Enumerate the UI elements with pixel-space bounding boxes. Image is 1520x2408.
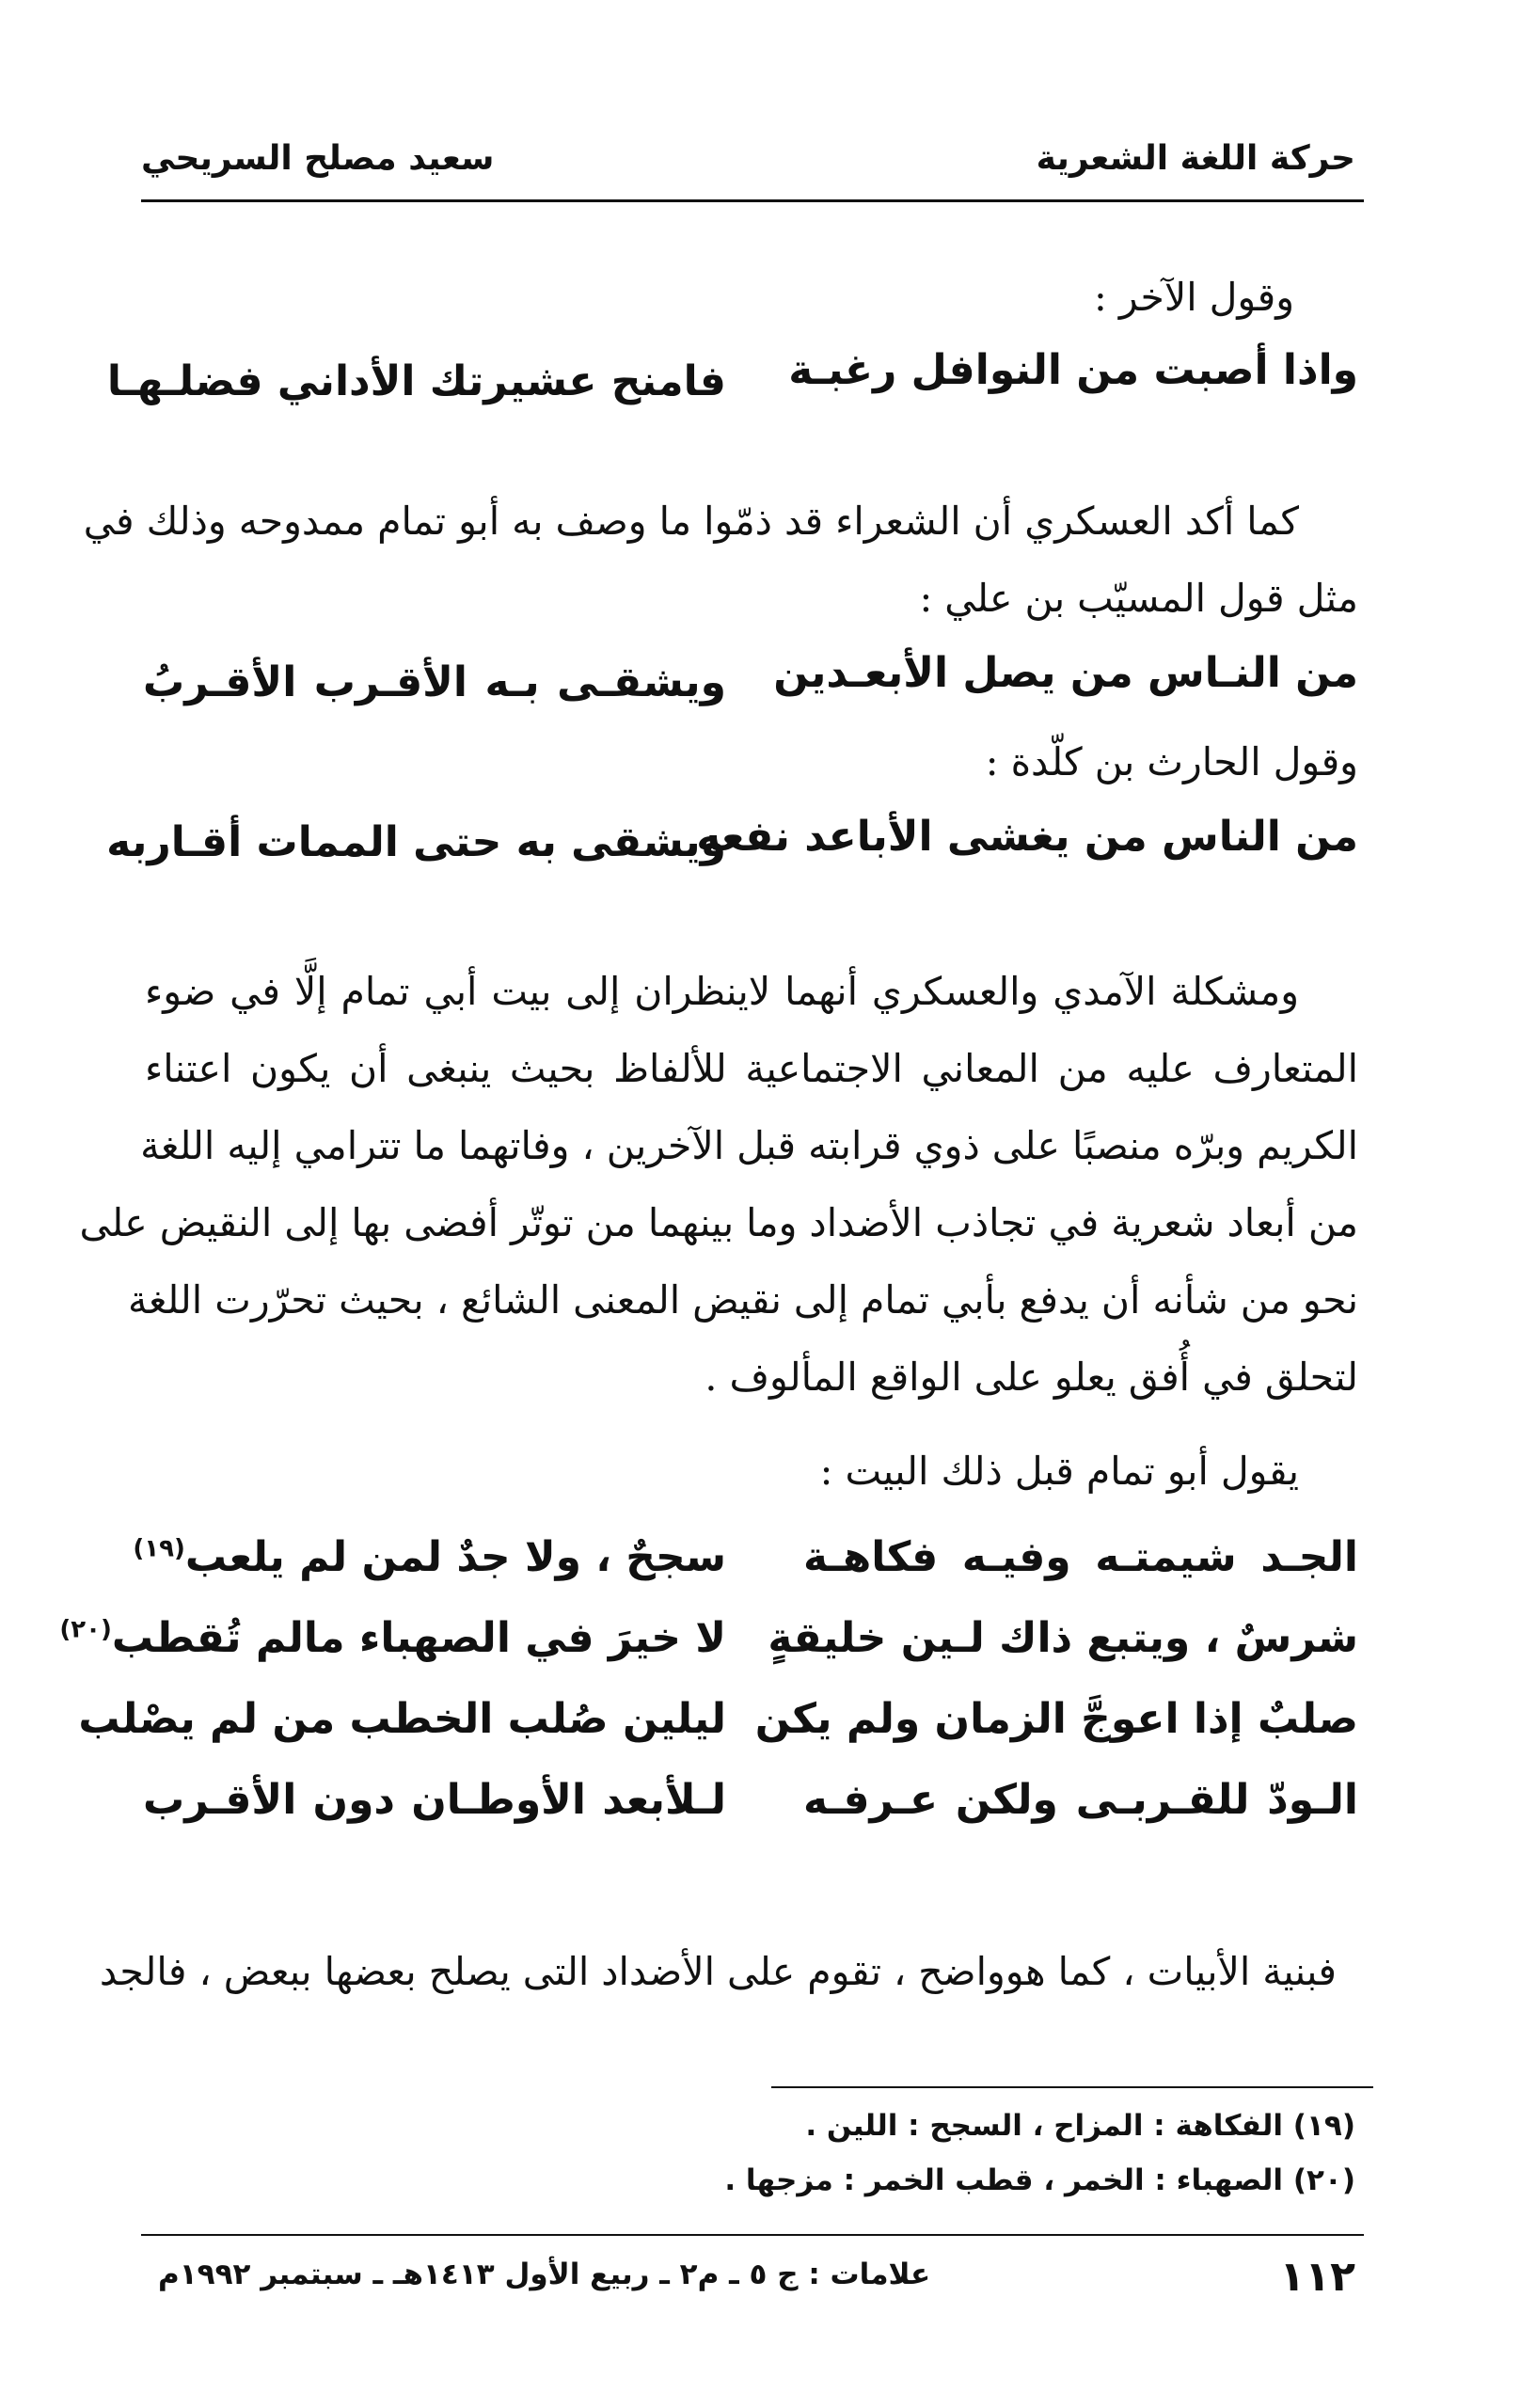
body-line: من أبعاد شعرية في تجاذب الأضداد وما بينهما من توتّر أفضى بها إلى النقيض على: [79, 1200, 1358, 1245]
body-line: لتحلق في أُفق يعلو على الواقع المألوف .: [705, 1354, 1358, 1400]
verse-hemistich-left: ويشقى به حتى الممات أقـاربه: [106, 818, 726, 866]
footnote-ref: (١٩): [133, 1534, 185, 1563]
verse-hemistich-left: ويشقـى بـه الأقـرب الأقـربُ: [143, 658, 726, 706]
poem-hemistich-left: لـلأبعد الأوطـان دون الأقـرب: [143, 1776, 726, 1824]
header-title: حركة اللغة الشعرية: [1036, 139, 1355, 178]
poem-hemistich-right: صلبٌ إذا اعوجَّ الزمان ولم يكن: [754, 1695, 1358, 1743]
poem-text: لا خيرَ في الصهباء مالم تُقطب: [111, 1614, 726, 1662]
poem-hemistich-right: الـودّ للقـربـى ولكن عـرفـه: [803, 1776, 1358, 1824]
footer-text: علامات : ج ٥ ـ م٢ ـ ربيع الأول ١٤١٣هـ ـ سبتمبر ١٩٩٢م: [158, 2258, 931, 2291]
poem-hemistich-right: الجـد شيمتـه وفيـه فكاهـة: [803, 1533, 1358, 1581]
body-line: كما أكد العسكري أن الشعراء قد ذمّوا ما وصف به أبو تمام ممدوحه وذلك في: [83, 499, 1299, 544]
header-author: سعيد مصلح السريحي: [141, 139, 495, 178]
body-line: فبنية الأبيات ، كما هوواضح ، تقوم على الأضداد التى يصلح بعضها ببعض ، فالجد: [99, 1949, 1337, 1994]
body-line: نحو من شأنه أن يدفع بأبي تمام إلى نقيض المعنى الشائع ، بحيث تحرّرت اللغة: [127, 1277, 1358, 1323]
body-line: ومشكلة الآمدي والعسكري أنهما لاينظران إلى بيت أبي تمام إلَّا في ضوء: [145, 969, 1299, 1014]
intro-line: وقول الآخر :: [1094, 275, 1294, 320]
verse-hemistich-left: فامنح عشيرتك الأداني فضلـهـا: [106, 357, 726, 405]
poem-hemistich-right: شرسٌ ، ويتبع ذاك لـين خليقةٍ: [768, 1614, 1358, 1662]
verse-hemistich-right: من النـاس من يصل الأبعـدين: [773, 649, 1358, 697]
intro-line: وقول الحارث بن كلّدة :: [985, 739, 1358, 784]
verse-hemistich-right: واذا أصبت من النوافل رغبـة: [788, 346, 1358, 394]
verse-hemistich-right: من الناس من يغشى الأباعد نفعه: [696, 813, 1358, 861]
footnote: (٢٠) الصهباء : الخمر ، قطب الخمر : مزجها .: [724, 2163, 1355, 2197]
body-line: مثل قول المسيّب بن علي :: [919, 576, 1358, 621]
poem-text: سجحٌ ، ولا جدٌ لمن لم يلعب: [184, 1533, 726, 1581]
footer-rule: [141, 2234, 1364, 2236]
header-rule: [141, 199, 1364, 202]
body-line: الكريم وبرّه منصبًا على ذوي قرابته قبل الآخرين ، وفاتهما ما تترامي إليه اللغة: [140, 1123, 1358, 1168]
poem-hemistich-left: ليلين صُلب الخطب من لم يصْلب: [78, 1695, 726, 1743]
poem-hemistich-left: [59, 1614, 726, 1662]
footnote-ref: (٢٠): [59, 1615, 112, 1644]
page-number: ١١٢: [1279, 2253, 1355, 2301]
footnote: (١٩) الفكاهة : المزاح ، السجح : اللين .: [805, 2109, 1355, 2143]
intro-line: يقول أبو تمام قبل ذلك البيت :: [819, 1449, 1299, 1494]
footnote-rule: [771, 2086, 1373, 2088]
poem-hemistich-left: [133, 1533, 726, 1581]
body-line: المتعارف عليه من المعاني الاجتماعية للألفاظ بحيث ينبغى أن يكون اعتناء: [145, 1046, 1358, 1091]
